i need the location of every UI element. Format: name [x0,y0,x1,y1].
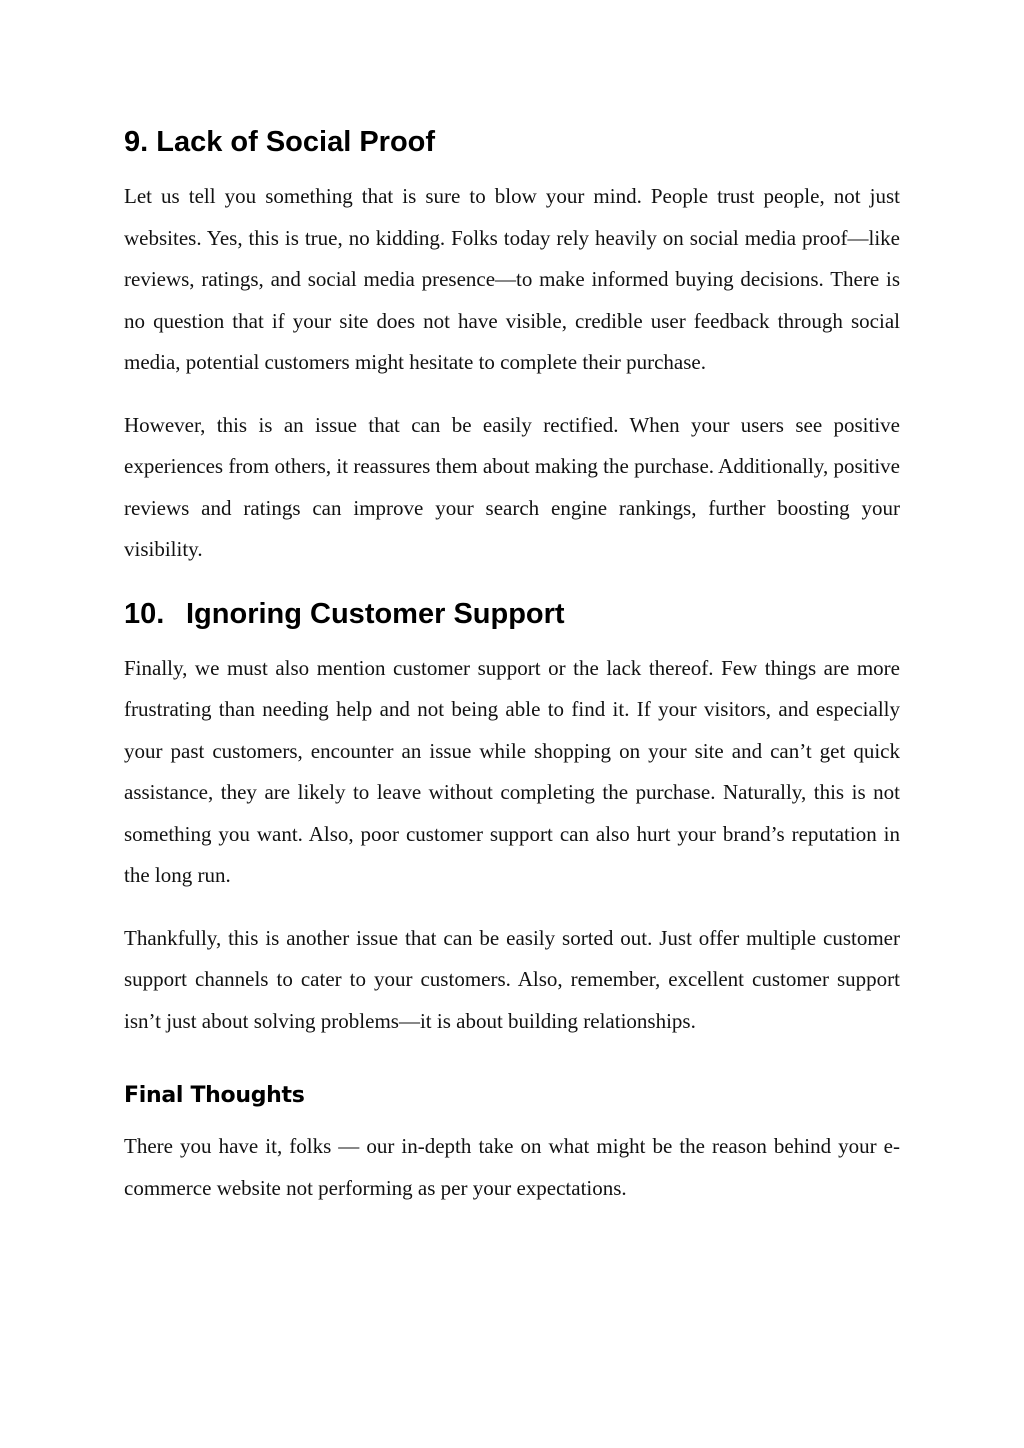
paragraph: Let us tell you something that is sure to blow your mind. People trust people, not just websites. Yes, this is true, no kidding. Folks today rely heavily on social media proof—like reviews, ratings, and social media presence—to make informed buying decisions. There is no question that if your site does not have visible, credible user feedback through social media, potential customers might hesitate to complete their purchase. [124,184,900,374]
paragraph: Finally, we must also mention customer support or the lack thereof. Few things are more frustrating than needing help and not being able to find it. If your visitors, and especially your past customers, encounter an issue while shopping on your site and can’t get quick assistance, they are likely to leave without completing the purchase. Naturally, this is not something you want. Also, poor customer support can also hurt your brand’s reputation in the long run. [124,655,900,887]
section-heading-lack-of-social-proof [124,120,900,164]
section-title: Lack of Social Proof [156,126,436,158]
document-content [124,120,900,1230]
paragraph: However, this is an issue that can be easily rectified. When your users see positive experiences from others, it reassures them about making the purchase. Additionally, positive reviews and ratings can improve your search engine rankings, further boosting your visibility. [124,412,900,561]
section-number: 10. [124,597,165,630]
section-title: Ignoring Customer Support [186,597,565,630]
section-number: 9. [124,126,149,158]
paragraph: Thankfully, this is another issue that can be easily sorted out. Just offer multiple customer support channels to cater to your customers. Also, remember, excellent customer support isn’t just about solving problems—it is about building relationships. [124,925,900,1033]
final-thoughts-heading: Final Thoughts [124,1083,305,1108]
paragraph: There you have it, folks — our in-depth take on what might be the reason behind your e-commerce website not performing as per your expectations. [124,1134,900,1200]
section-heading-ignoring-customer-support [124,592,900,636]
